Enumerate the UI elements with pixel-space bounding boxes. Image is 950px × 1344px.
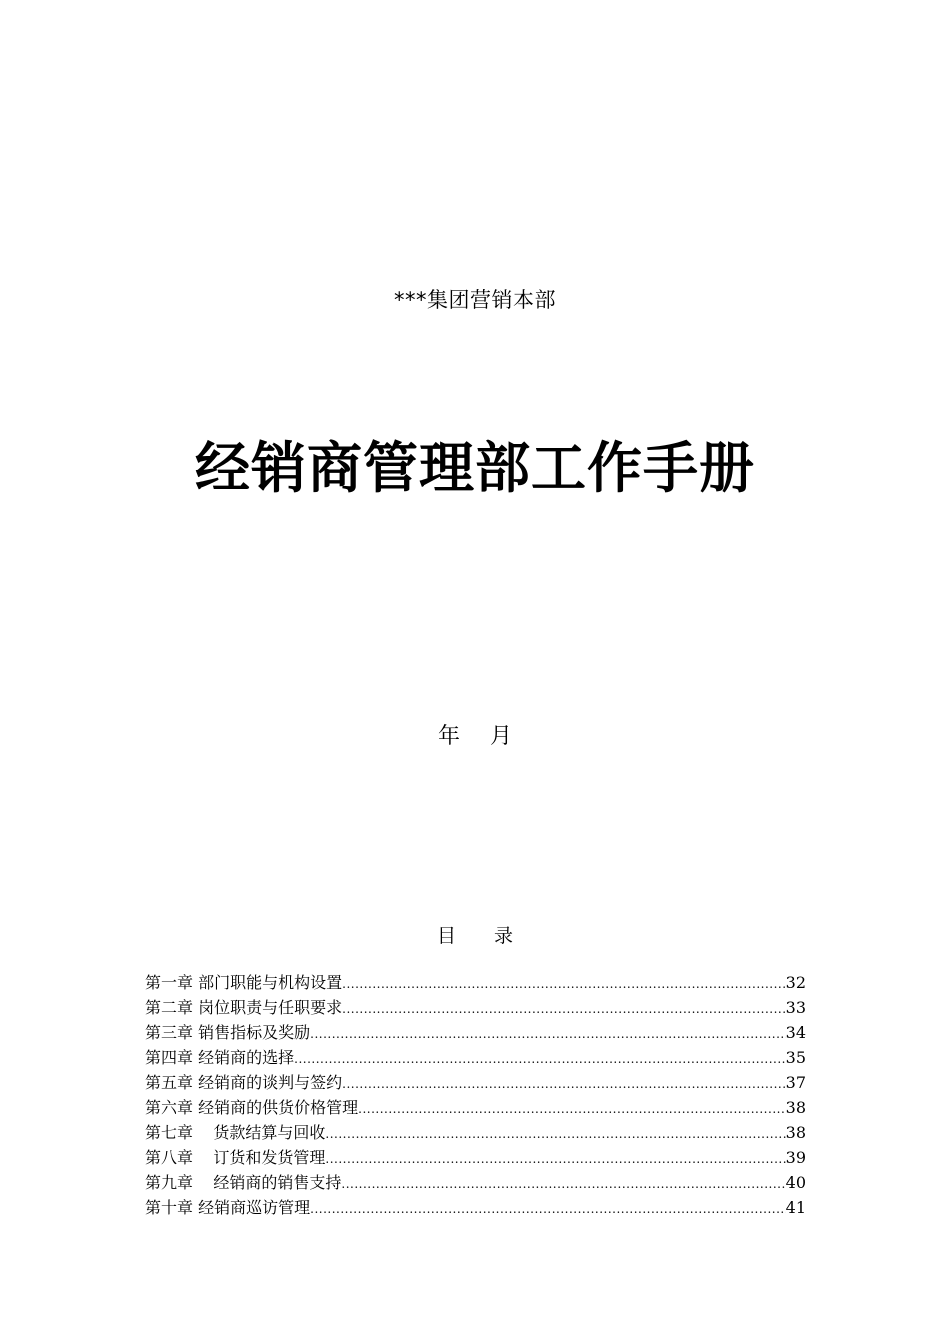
toc-page: 40 [785, 1173, 806, 1192]
toc-title: 岗位职责与任职要求 [198, 998, 343, 1017]
toc-chapter: 第一章 [145, 973, 194, 992]
toc-entry[interactable] [145, 970, 806, 995]
toc-leader [342, 997, 786, 1020]
toc-chapter: 第十章 [145, 1198, 194, 1217]
toc-chapter: 第八章 [145, 1148, 194, 1167]
toc-entry[interactable] [145, 1020, 806, 1045]
toc-leader [294, 1047, 786, 1070]
toc-entry[interactable] [145, 1120, 806, 1145]
toc-entry[interactable] [145, 1095, 806, 1120]
toc-sep [193, 1145, 213, 1170]
toc-page: 32 [785, 973, 806, 992]
toc-chapter: 第九章 [145, 1173, 194, 1192]
toc-leader [310, 1022, 786, 1045]
toc-chapter: 第四章 [145, 1048, 194, 1067]
toc-heading-right: 录 [494, 925, 514, 947]
toc-page: 39 [785, 1148, 806, 1167]
toc-leader [325, 1122, 785, 1145]
toc-entry[interactable] [145, 1145, 806, 1170]
toc-chapter: 第六章 [145, 1098, 194, 1117]
toc-page: 38 [785, 1123, 806, 1142]
toc-title: 部门职能与机构设置 [198, 973, 343, 992]
year-label: 年 [437, 724, 460, 749]
toc-title: 订货和发货管理 [213, 1148, 326, 1167]
toc-entry[interactable] [145, 1045, 806, 1070]
toc-leader [325, 1147, 785, 1170]
toc-entry[interactable] [145, 1170, 806, 1195]
toc-title: 销售指标及奖励 [198, 1023, 311, 1042]
toc-title: 货款结算与回收 [213, 1123, 326, 1142]
toc-page: 37 [785, 1073, 806, 1092]
toc-heading-left: 目 [436, 925, 456, 947]
toc-leader [342, 972, 786, 995]
toc-title: 经销商的谈判与签约 [198, 1073, 343, 1092]
toc-leader [358, 1097, 786, 1120]
date-line [0, 719, 950, 750]
toc-title: 经销商的销售支持 [213, 1173, 342, 1192]
toc-entry[interactable] [145, 995, 806, 1020]
toc-sep [193, 1170, 213, 1195]
toc-sep [193, 1120, 213, 1145]
toc-page: 33 [785, 998, 806, 1017]
toc-title: 经销商的选择 [198, 1048, 295, 1067]
table-of-contents [145, 970, 806, 1220]
toc-chapter: 第二章 [145, 998, 194, 1017]
toc-chapter: 第五章 [145, 1073, 194, 1092]
toc-page: 34 [785, 1023, 806, 1042]
toc-leader [341, 1172, 785, 1195]
toc-leader [342, 1072, 786, 1095]
toc-title: 经销商的供货价格管理 [198, 1098, 359, 1117]
toc-page: 38 [785, 1098, 806, 1117]
toc-page: 35 [785, 1048, 806, 1067]
toc-chapter: 第七章 [145, 1123, 194, 1142]
toc-heading [0, 921, 950, 948]
toc-title: 经销商巡访管理 [198, 1198, 311, 1217]
toc-leader [310, 1197, 786, 1220]
toc-entry[interactable] [145, 1195, 806, 1220]
month-label: 月 [490, 724, 513, 749]
document-title: 经销商管理部工作手册 [194, 436, 755, 500]
toc-page: 41 [785, 1198, 806, 1217]
toc-chapter: 第三章 [145, 1023, 194, 1042]
organization-name: ***集团营销本部 [394, 288, 556, 312]
toc-entry[interactable] [145, 1070, 806, 1095]
